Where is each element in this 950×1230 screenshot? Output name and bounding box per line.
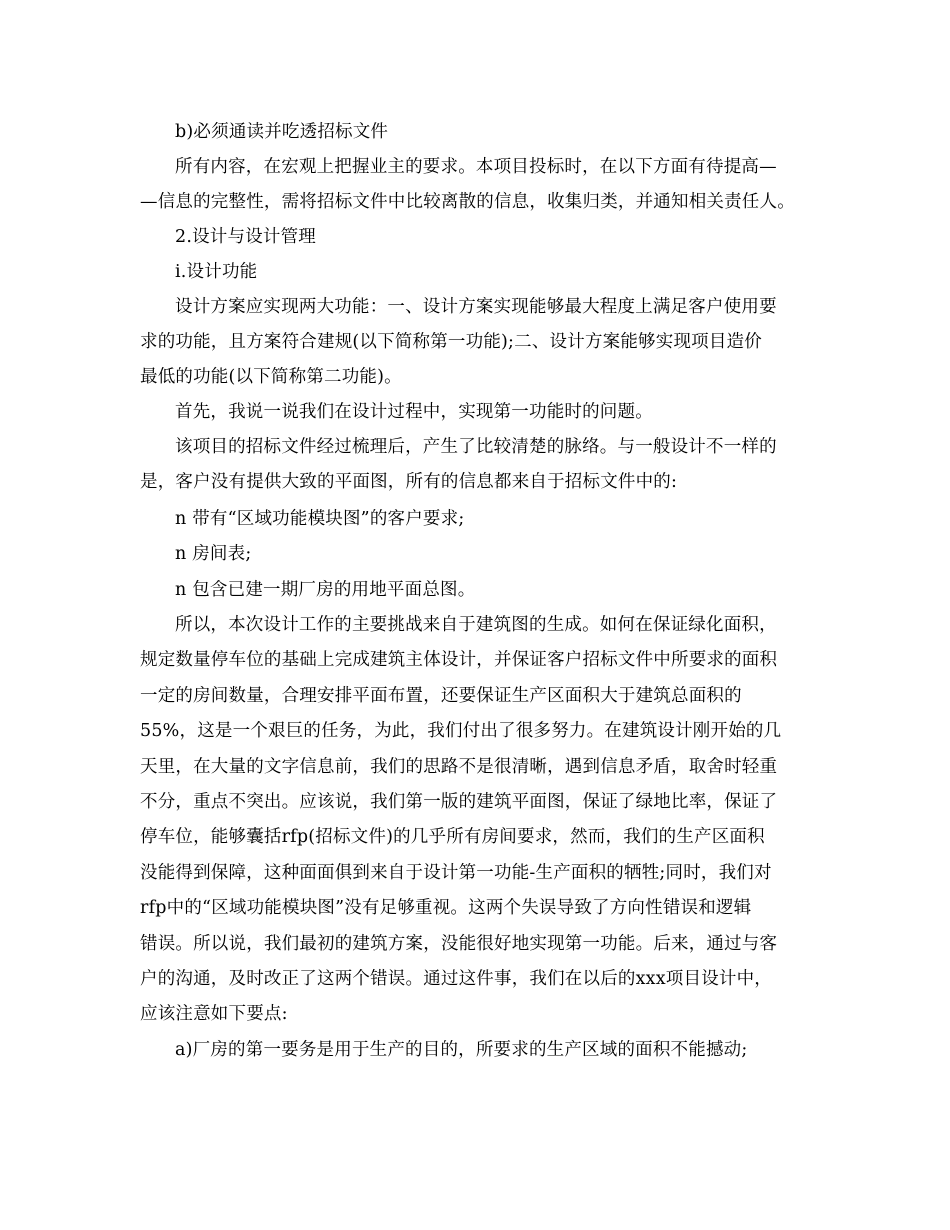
text-line-10: 该项目的招标文件经过梳理后，产生了比较清楚的脉络。与一般设计不一样的 [175,437,777,457]
text-line-13: n 房间表; [175,544,252,564]
text-line-20: 不分，重点不突出。应该说，我们第一版的建筑平面图，保证了绿地比率，保证了 [140,792,778,812]
text-line-12: n 带有“区域功能模块图”的客户要求; [175,509,465,529]
text-line-24: 错误。所以说，我们最初的建筑方案，没能很好地实现第一功能。后来，通过与客 [140,934,778,954]
text-line-11: 是，客户没有提供大致的平面图，所有的信息都来自于招标文件中的: [140,472,678,492]
text-line-25: 户的沟通，及时改正了这两个错误。通过这件事，我们在以后的xxx项目设计中， [140,969,773,989]
text-line-8: 最低的功能(以下简称第二功能)。 [140,367,402,387]
text-line-21: 停车位，能够囊括rfp(招标文件)的几乎所有房间要求，然而，我们的生产区面积 [140,827,765,847]
text-line-9: 首先，我说一说我们在设计过程中，实现第一功能时的问题。 [175,402,653,422]
text-line-16: 规定数量停车位的基础上完成建筑主体设计，并保证客户招标文件中所要求的面积 [140,650,778,670]
text-line-14: n 包含已建一期厂房的用地平面总图。 [175,580,476,600]
text-line-26: 应该注意如下要点: [140,1004,288,1024]
text-line-2: 所有内容，在宏观上把握业主的要求。本项目投标时，在以下方面有待提高— [175,157,777,177]
text-line-18: 55%，这是一个艰巨的任务，为此，我们付出了很多努力。在建筑设计刚开始的几 [140,721,782,741]
text-line-22: 没能得到保障，这种面面俱到来自于设计第一功能-生产面积的牺牲;同时，我们对 [140,863,772,883]
text-line-7: 求的功能，且方案符合建规(以下简称第一功能);二、设计方案能够实现项目造价 [140,332,762,352]
text-line-1: b)必须通读并吃透招标文件 [175,122,389,142]
text-line-23: rfp中的“区域功能模块图”没有足够重视。这两个失误导致了方向性错误和逻辑 [140,898,752,918]
text-line-5: i.设计功能 [175,262,258,282]
text-line-17: 一定的房间数量，合理安排平面布置，还要保证生产区面积大于建筑总面积的 [140,686,742,706]
text-line-3: —信息的完整性，需将招标文件中比较离散的信息，收集归类，并通知相关责任人。 [140,192,795,212]
text-line-4: 2.设计与设计管理 [175,227,316,247]
text-line-27: a)厂房的第一要务是用于生产的目的，所要求的生产区域的面积不能撼动; [175,1040,748,1060]
text-line-6: 设计方案应实现两大功能：一、设计方案实现能够最大程度上满足客户使用要 [175,297,777,317]
text-line-15: 所以，本次设计工作的主要挑战来自于建筑图的生成。如何在保证绿化面积， [175,615,777,635]
text-line-19: 天里，在大量的文字信息前，我们的思路不是很清晰，遇到信息矛盾，取舍时轻重 [140,757,778,777]
